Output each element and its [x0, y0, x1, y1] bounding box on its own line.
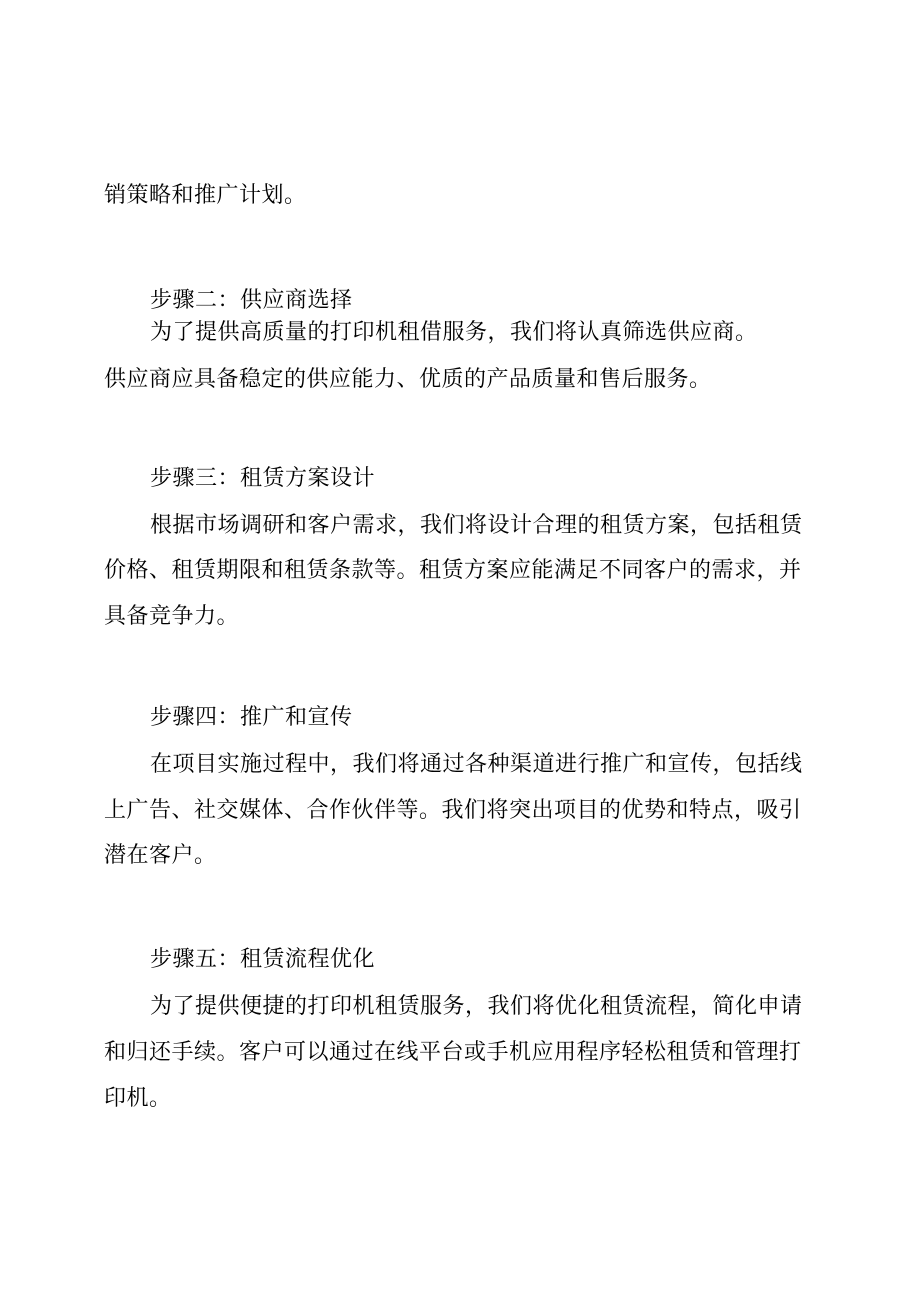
paragraph-line: 上广告、社交媒体、合作伙伴等。我们将突出项目的优势和特点，吸引: [104, 798, 802, 823]
paragraph-line: 价格、租赁期限和租赁条款等。租赁方案应能满足不同客户的需求，并: [104, 558, 802, 583]
section-heading-step2: 步骤二：供应商选择: [150, 288, 353, 313]
paragraph-line: 为了提供便捷的打印机租赁服务，我们将优化租赁流程，简化申请: [150, 994, 803, 1019]
section-heading-step3: 步骤三：租赁方案设计: [150, 466, 376, 491]
paragraph-line: 在项目实施过程中，我们将通过各种渠道进行推广和宣传，包括线: [150, 752, 803, 777]
section-heading-step5: 步骤五：租赁流程优化: [150, 947, 376, 972]
section-heading-step4: 步骤四：推广和宣传: [150, 705, 353, 730]
paragraph-line: 潜在客户。: [104, 843, 217, 868]
paragraph-line: 根据市场调研和客户需求，我们将设计合理的租赁方案，包括租赁: [150, 513, 803, 538]
paragraph-line: 印机。: [104, 1086, 172, 1111]
paragraph-line: 供应商应具备稳定的供应能力、优质的产品质量和售后服务。: [104, 367, 712, 392]
paragraph-line: 具备竞争力。: [104, 604, 240, 629]
paragraph-line: 为了提供高质量的打印机租借服务，我们将认真筛选供应商。: [150, 320, 758, 345]
intro-line: 销策略和推广计划。: [104, 183, 307, 208]
paragraph-line: 和归还手续。客户可以通过在线平台或手机应用程序轻松租赁和管理打: [104, 1040, 802, 1065]
